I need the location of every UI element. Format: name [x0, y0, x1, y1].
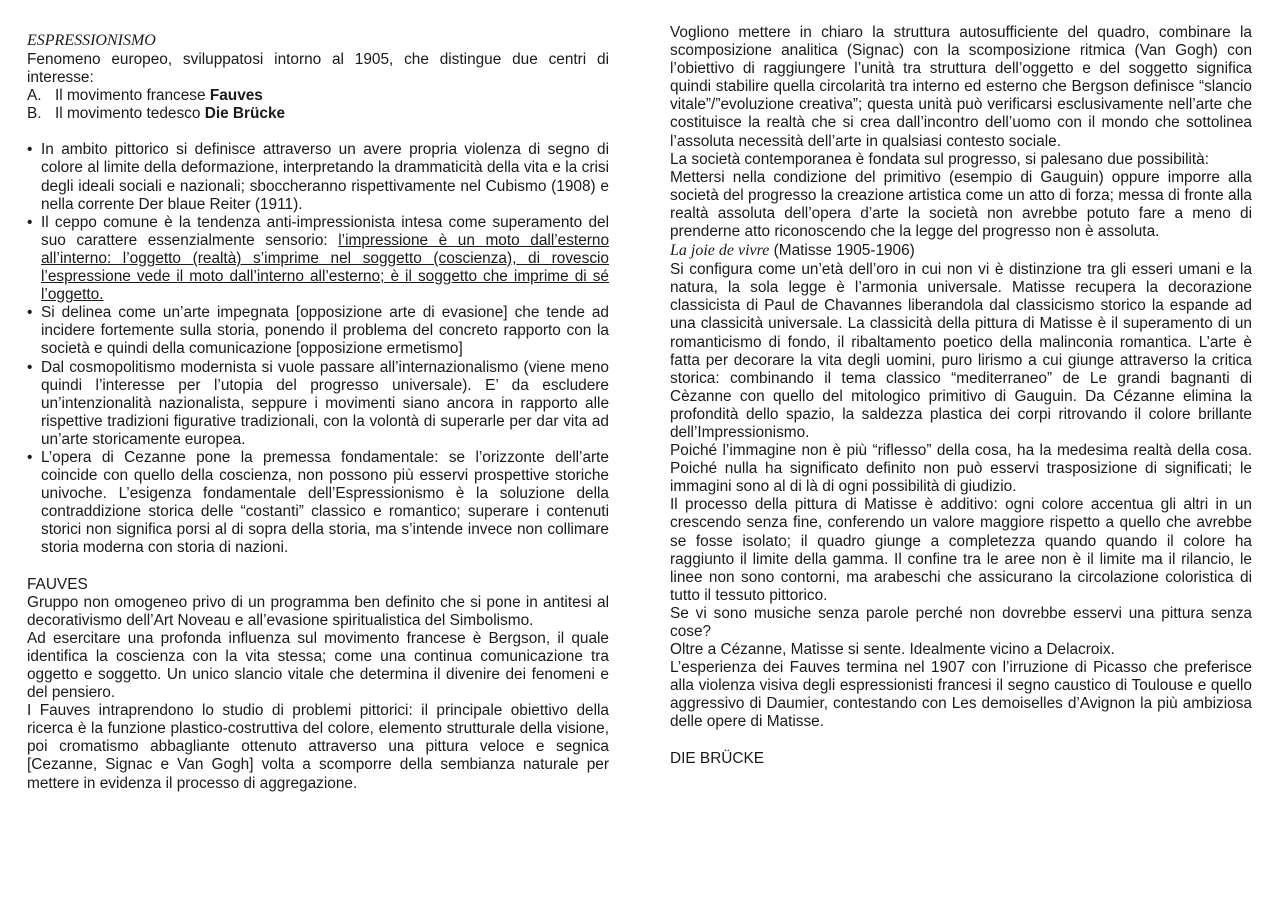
centers-list	[27, 87, 609, 123]
body-paragraph: Oltre a Cézanne, Matisse si sente. Idealmente vicino a Delacroix.	[670, 641, 1115, 659]
body-paragraph: Mettersi nella condizione del primitivo (esempio di Gauguin) oppure imporre alla società del progresso la creazione artistica come un atto di forza; messa di fronte alla realtà assoluta dell’opera d’arte la società non avrebbe potuto fare a meno di prenderne atto riconoscendo che la legge del progresso non è assoluta.	[670, 168, 1252, 241]
bullet-text: Il ceppo comune è la tendenza anti-impressionista intesa come superamento del suo carattere essenzialmente sensorio:	[41, 213, 609, 249]
bullet-item: • L’opera di Cezanne pone la premessa fondamentale: se l’orizzonte dell’arte coincide con quello della coscienza, non possono più esservi prospettive storiche univoche. L’esigenza fondamentale dell’Espressionismo è la soluzione della contraddizione storica delle “costanti” classico e romantico; superare i contenuti storici non significa porsi al di sopra della storia, ma s’intende invece non collimare storia moderna con storia di nazioni.	[27, 449, 609, 558]
body-paragraph: Vogliono mettere in chiaro la struttura autosufficiente del quadro, combinare la scomposizione analitica (Signac) con la scomposizione ritmica (Van Gogh) con l’obiettivo di raggiungere l’unità tra struttura dell’oggetto e del soggetto significa quindi stabilire quella circolarità tra interno ed esterno che Bergson definisce “slancio vitale”/”evoluzione creativa”; questa unità può verificarsi esclusivamente nell’arte che costituisce la realtà che si crea dall’incontro dell’uomo con il mondo che sottolinea l’assoluta necessità dell’arte in qualsiasi contesto sociale.	[670, 24, 1252, 150]
list-item	[27, 105, 609, 123]
bullet-item	[27, 214, 609, 304]
list-marker: A.	[27, 87, 42, 105]
fauves-heading: FAUVES	[27, 575, 88, 593]
bullet-item: • In ambito pittorico si definisce attraverso un avere propria violenza di segno di colore al limite della deformazione, interpretando la drammaticità della vita e la crisi degli ideali sociali e nazionali; sboccheranno rispettivamente nel Cubismo (1908) e nella corrente Der blaue Reiter (1911).	[27, 141, 609, 213]
list-item-text: Il movimento tedesco	[55, 105, 205, 123]
bullet-list	[27, 141, 609, 557]
fauves-paragraph: Gruppo non omogeneo privo di un programma ben definito che si pone in antitesi al decorativismo dell’Art Noveau e all’evasione spiritualistica del Simbolismo.	[27, 593, 609, 629]
list-marker: B.	[27, 105, 42, 123]
bullet-item: • Dal cosmopolitismo modernista si vuole passare all’internazionalismo (viene meno quindi l’interesse per l’utopia del progresso universale). E’ da escludere un’intenzionalità nazionalista, seppure i movimenti siano ancora in rapporto alle rispettive tradizioni figurative tradizionali, con la volontà di superarle per dar vita ad un’arte storicamente europea.	[27, 359, 609, 449]
body-paragraph: L’esperienza dei Fauves termina nel 1907 con l’irruzione di Picasso che preferisce alla violenza visiva degli espressionisti francesi il segno caustico di Toulouse e quello aggressivo di Daumier, contestando con Les demoiselles d’Avignon la più ambiziosa delle opere di Matisse.	[670, 659, 1252, 731]
joie-title: La joie de vivre	[670, 242, 770, 260]
left-column	[27, 31, 609, 793]
brucke-heading: DIE BRÜCKE	[670, 749, 765, 767]
joie-dates: (Matisse 1905-1906)	[769, 242, 915, 260]
fauves-paragraph: I Fauves intraprendono lo studio di problemi pittorici: il principale obiettivo della ricerca è la funzione plastico-costruttiva del colore, elemento strutturale della visione, poi cromatismo abbagliante ottenuto attraverso una pittura veloce e segnica [Cezanne, Signac e Van Gogh] volta a scomporre della sembianza naturale per mettere in evidenza il processo di aggregazione.	[27, 702, 609, 792]
bullet-item: • Si delinea come un’arte impegnata [opposizione arte di evasione] che tende ad incidere fortemente sulla storia, ponendo il problema del concreto rapporto con la società e quindi della comunicazione [opposizione ermetismo]	[27, 304, 609, 358]
body-paragraph: Se vi sono musiche senza parole perché non dovrebbe esservi una pittura senza cose?	[670, 604, 1252, 640]
list-item	[27, 87, 609, 105]
body-paragraph: Il processo della pittura di Matisse è additivo: ogni colore accentua gli altri in un crescendo senza fine, conferendo un valore maggiore rispetto a quello che avrebbe se fosse isolato; il quadro giunge a completezza quando quando il colore ha raggiunto il limite della gamma. Il confine tra le aree non è il limite ma il rilancio, le linee non sono contorni, ma arabeschi che assicurano la circolazione coloristica di tutto il tessuto pittorico.	[670, 496, 1252, 604]
list-item-text: Il movimento francese	[55, 87, 210, 105]
spacer	[670, 732, 1252, 750]
list-item-bold: Die Brücke	[204, 105, 286, 123]
body-paragraph: Si configura come un’età dell’oro in cui non vi è distinzione tra gli esseri umani e la natura, la sola legge è l’armonia universale. Matisse recupera la decorazione classicista di Paul de Chavannes liberandola dal classicismo storico la espande ad una classicità universale. La classicità della pittura di Matisse è il superamento di un romanticismo di fondo, il ribaltamento poetico della malinconia romantica. L’arte è fatta per decorare la vita degli uomini, puro lirismo a cui giunge attraverso la critica storica: combinando il tema classico “mediterraneo” de Le grandi bagnanti di Cèzanne con quello del mitologico primitivo di Gauguin. Da Cézanne elimina la profondità dello spazio, la saldezza plastica dei corpi ritrovando il colore brillante dell’Impressionismo.	[670, 261, 1252, 441]
body-paragraph: Poiché l’immagine non è più “riflesso” della cosa, ha la medesima realtà della cosa. Poiché nulla ha significato definito non può esservi trasposizione di significati; le immagini sono al di là di ogni possibilità di giudizio.	[670, 442, 1252, 496]
spacer	[27, 558, 609, 576]
section-title-espressionismo: ESPRESSIONISMO	[27, 32, 156, 49]
spacer	[27, 123, 609, 141]
joie-heading	[670, 241, 1252, 261]
underlined-text: l’impressione è un moto dall’esterno all’interno: l’oggetto (realtà) s’imprime nel soggetto (coscienza), di rovescio l’espressione vede il moto dall’interno all’esterno; è il soggetto che imprime di sé l’oggetto.	[41, 231, 609, 304]
intro-paragraph: Fenomeno europeo, sviluppatosi intorno al 1905, che distingue due centri di interesse:	[27, 51, 609, 87]
fauves-paragraph: Ad esercitare una profonda influenza sul movimento francese è Bergson, il quale identifica la coscienza con la vita stessa; come una continua comunicazione tra oggetto e soggetto. Un unico slancio vitale che determina il divenire dei fenomeni e del pensiero.	[27, 629, 609, 702]
list-item-bold: Fauves	[209, 87, 263, 105]
right-column	[670, 24, 1252, 768]
body-paragraph: La società contemporanea è fondata sul progresso, si palesano due possibilità:	[670, 150, 1210, 168]
